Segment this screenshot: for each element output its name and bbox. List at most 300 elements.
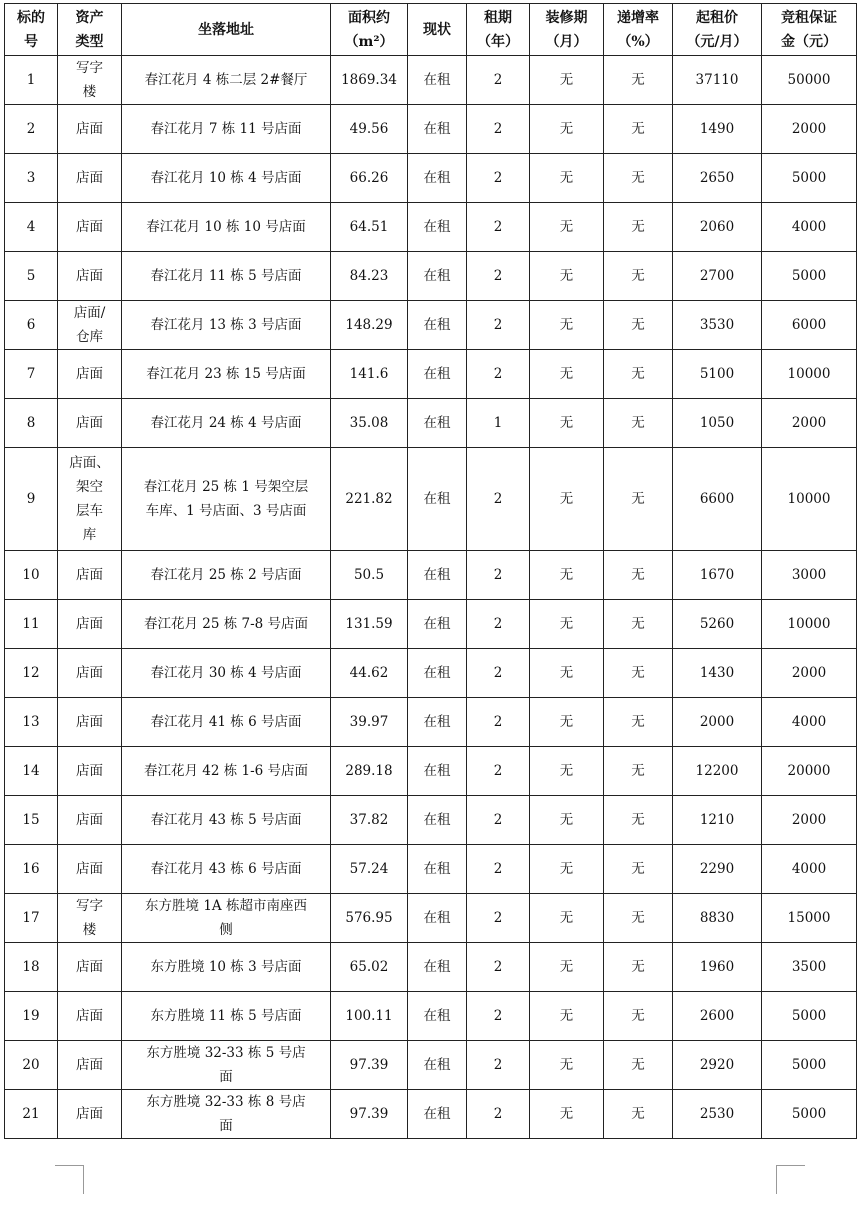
cell-id: 11 [5, 600, 58, 649]
header-address [122, 4, 331, 56]
cell-address [122, 448, 331, 551]
table-row [5, 252, 857, 301]
cell-line: 店面 [76, 366, 103, 382]
cell-line: 店面 [76, 121, 103, 137]
cell-deposit: 2000 [762, 649, 857, 698]
cell-area: 49.56 [331, 105, 408, 154]
table-row [5, 448, 857, 551]
cell-term: 2 [467, 747, 530, 796]
cell-address [122, 943, 331, 992]
cell-decoration: 无 [530, 747, 604, 796]
cell-decoration: 无 [530, 350, 604, 399]
cell-status: 在租 [408, 845, 467, 894]
cell-status: 在租 [408, 399, 467, 448]
cell-address [122, 649, 331, 698]
table-row [5, 747, 857, 796]
cell-increase: 无 [604, 796, 673, 845]
cell-increase: 无 [604, 154, 673, 203]
cell-id: 20 [5, 1041, 58, 1090]
cell-line: 店面 [76, 219, 103, 235]
cell-price: 6600 [673, 448, 762, 551]
cell-term: 2 [467, 796, 530, 845]
cell-decoration: 无 [530, 56, 604, 105]
cell-area: 97.39 [331, 1090, 408, 1139]
cell-type [58, 252, 122, 301]
cell-id: 10 [5, 551, 58, 600]
cell-status: 在租 [408, 252, 467, 301]
cell-line: 层车 [76, 503, 103, 519]
cell-address [122, 203, 331, 252]
cell-deposit: 5000 [762, 252, 857, 301]
cell-id: 9 [5, 448, 58, 551]
cell-id: 1 [5, 56, 58, 105]
cell-price: 2530 [673, 1090, 762, 1139]
cell-line: 面 [219, 1069, 233, 1085]
cell-line: 店面 [76, 959, 103, 975]
cell-area: 57.24 [331, 845, 408, 894]
cell-area: 37.82 [331, 796, 408, 845]
cell-status: 在租 [408, 698, 467, 747]
cell-type [58, 600, 122, 649]
cell-increase: 无 [604, 252, 673, 301]
cell-area: 39.97 [331, 698, 408, 747]
cell-increase: 无 [604, 649, 673, 698]
cell-type [58, 796, 122, 845]
cell-line: 春江花月 10 栋 4 号店面 [150, 170, 302, 186]
cell-increase: 无 [604, 551, 673, 600]
table-row [5, 943, 857, 992]
cell-deposit: 4000 [762, 203, 857, 252]
cell-type [58, 894, 122, 943]
cell-line: 春江花月 13 栋 3 号店面 [150, 317, 302, 333]
cell-deposit: 10000 [762, 600, 857, 649]
table-row [5, 399, 857, 448]
cell-line: 店面 [76, 1057, 103, 1073]
cell-address [122, 747, 331, 796]
header-row [5, 4, 857, 56]
cell-line: 春江花月 42 栋 1-6 号店面 [143, 763, 309, 779]
cell-term: 2 [467, 698, 530, 747]
cell-id: 3 [5, 154, 58, 203]
cell-term: 2 [467, 56, 530, 105]
cell-price: 2600 [673, 992, 762, 1041]
cell-id: 16 [5, 845, 58, 894]
cell-area: 64.51 [331, 203, 408, 252]
cell-address [122, 105, 331, 154]
table-row [5, 154, 857, 203]
cell-address [122, 796, 331, 845]
cell-line: 春江花月 43 栋 6 号店面 [150, 861, 302, 877]
cell-status: 在租 [408, 992, 467, 1041]
cell-address [122, 301, 331, 350]
cell-line: 店面 [76, 1008, 103, 1024]
cell-type [58, 943, 122, 992]
cell-id: 5 [5, 252, 58, 301]
cell-line: 东方胜境 32-33 栋 8 号店 [146, 1094, 306, 1110]
cell-line: 店面 [76, 861, 103, 877]
cell-price: 1050 [673, 399, 762, 448]
cell-id: 8 [5, 399, 58, 448]
cell-type [58, 649, 122, 698]
cell-decoration: 无 [530, 448, 604, 551]
header-price [673, 4, 762, 56]
cell-deposit: 3000 [762, 551, 857, 600]
cell-line: 春江花月 25 栋 1 号架空层 [143, 479, 309, 495]
header-line: （m²） [344, 33, 394, 50]
header-line: 金（元） [781, 33, 837, 50]
cell-deposit: 2000 [762, 796, 857, 845]
table-row [5, 698, 857, 747]
cell-line: 东方胜境 11 栋 5 号店面 [150, 1008, 302, 1024]
cell-increase: 无 [604, 203, 673, 252]
cell-line: 春江花月 7 栋 11 号店面 [150, 121, 302, 137]
table-row [5, 894, 857, 943]
cell-term: 2 [467, 301, 530, 350]
header-line: 标的 [17, 9, 45, 26]
header-line: 面积约 [348, 9, 390, 26]
cell-line: 店面 [76, 763, 103, 779]
cell-area: 1869.34 [331, 56, 408, 105]
cell-price: 3530 [673, 301, 762, 350]
header-line: 现状 [423, 21, 451, 38]
cell-area: 100.11 [331, 992, 408, 1041]
header-line: 类型 [75, 33, 104, 50]
cell-line: 东方胜境 32-33 栋 5 号店 [146, 1045, 306, 1061]
cell-term: 2 [467, 894, 530, 943]
cell-line: 店面 [76, 170, 103, 186]
cell-address [122, 56, 331, 105]
cell-status: 在租 [408, 154, 467, 203]
table-row [5, 1090, 857, 1139]
header-line: 租期 [484, 9, 512, 26]
cell-term: 2 [467, 448, 530, 551]
cell-line: 春江花月 43 栋 5 号店面 [150, 812, 302, 828]
cell-decoration: 无 [530, 1041, 604, 1090]
cell-line: 店面 [76, 567, 103, 583]
header-area [331, 4, 408, 56]
cell-type [58, 105, 122, 154]
cell-line: 楼 [82, 84, 97, 100]
lease-table [4, 3, 857, 1139]
cell-line: 店面 [76, 1106, 103, 1122]
cell-line: 楼 [82, 922, 97, 938]
cell-term: 2 [467, 845, 530, 894]
cell-line: 春江花月 25 栋 7-8 号店面 [143, 616, 309, 632]
header-line: 递增率 [617, 9, 659, 26]
header-line: 竞租保证 [781, 9, 837, 26]
table-row [5, 845, 857, 894]
cell-area: 141.6 [331, 350, 408, 399]
cell-term: 2 [467, 649, 530, 698]
table-row [5, 649, 857, 698]
header-line: 资产 [75, 9, 104, 26]
cell-status: 在租 [408, 551, 467, 600]
cell-area: 221.82 [331, 448, 408, 551]
cell-area: 97.39 [331, 1041, 408, 1090]
cell-term: 1 [467, 399, 530, 448]
table-row [5, 1041, 857, 1090]
table-row [5, 796, 857, 845]
cell-decoration: 无 [530, 551, 604, 600]
cell-line: 店面 [76, 714, 103, 730]
cell-decoration: 无 [530, 894, 604, 943]
cell-status: 在租 [408, 448, 467, 551]
cell-address [122, 154, 331, 203]
table-row [5, 600, 857, 649]
cell-line: 面 [219, 1118, 233, 1134]
cell-price: 1210 [673, 796, 762, 845]
cell-type [58, 992, 122, 1041]
header-line: （月） [545, 33, 588, 50]
cell-type [58, 350, 122, 399]
cell-address [122, 350, 331, 399]
cell-deposit: 5000 [762, 992, 857, 1041]
cell-decoration: 无 [530, 992, 604, 1041]
cell-status: 在租 [408, 301, 467, 350]
cell-increase: 无 [604, 105, 673, 154]
cell-area: 289.18 [331, 747, 408, 796]
cell-term: 2 [467, 350, 530, 399]
cell-line: 店面 [76, 665, 103, 681]
cell-type [58, 1041, 122, 1090]
cell-decoration: 无 [530, 399, 604, 448]
cell-decoration: 无 [530, 154, 604, 203]
cell-term: 2 [467, 1041, 530, 1090]
cell-price: 1430 [673, 649, 762, 698]
cell-address [122, 894, 331, 943]
cell-line: 写字 [76, 898, 103, 914]
cell-increase: 无 [604, 1090, 673, 1139]
header-line: 坐落地址 [198, 21, 254, 38]
cell-decoration: 无 [530, 600, 604, 649]
header-line: 装修期 [545, 9, 588, 26]
table-row [5, 551, 857, 600]
cell-decoration: 无 [530, 943, 604, 992]
cell-deposit: 50000 [762, 56, 857, 105]
cell-price: 5100 [673, 350, 762, 399]
cell-increase: 无 [604, 845, 673, 894]
cell-address [122, 992, 331, 1041]
cell-increase: 无 [604, 894, 673, 943]
cell-line: 春江花月 11 栋 5 号店面 [150, 268, 302, 284]
header-type [58, 4, 122, 56]
cell-area: 35.08 [331, 399, 408, 448]
cell-line: 仓库 [76, 329, 103, 345]
cell-decoration: 无 [530, 1090, 604, 1139]
header-line: （年） [477, 33, 519, 50]
cell-address [122, 252, 331, 301]
cell-increase: 无 [604, 350, 673, 399]
cell-decoration: 无 [530, 301, 604, 350]
header-line: （元/月） [686, 33, 748, 50]
cell-line: 春江花月 41 栋 6 号店面 [150, 714, 302, 730]
cell-type [58, 154, 122, 203]
cell-line: 店面 [76, 268, 103, 284]
cell-price: 2650 [673, 154, 762, 203]
cell-decoration: 无 [530, 252, 604, 301]
page-corner-mark-left [55, 1165, 84, 1194]
cell-type [58, 203, 122, 252]
table-row [5, 301, 857, 350]
header-line: （%） [617, 33, 659, 50]
cell-type [58, 1090, 122, 1139]
cell-address [122, 698, 331, 747]
cell-decoration: 无 [530, 649, 604, 698]
cell-deposit: 20000 [762, 747, 857, 796]
cell-decoration: 无 [530, 845, 604, 894]
header-increase [604, 4, 673, 56]
cell-id: 13 [5, 698, 58, 747]
cell-deposit: 6000 [762, 301, 857, 350]
cell-price: 1490 [673, 105, 762, 154]
cell-price: 2920 [673, 1041, 762, 1090]
cell-type [58, 698, 122, 747]
cell-line: 店面/ [73, 305, 106, 321]
cell-line: 店面 [76, 812, 103, 828]
cell-decoration: 无 [530, 698, 604, 747]
cell-increase: 无 [604, 698, 673, 747]
cell-id: 19 [5, 992, 58, 1041]
cell-deposit: 15000 [762, 894, 857, 943]
header-term [467, 4, 530, 56]
table-row [5, 350, 857, 399]
cell-decoration: 无 [530, 203, 604, 252]
cell-increase: 无 [604, 747, 673, 796]
cell-term: 2 [467, 943, 530, 992]
cell-term: 2 [467, 203, 530, 252]
cell-area: 148.29 [331, 301, 408, 350]
cell-status: 在租 [408, 649, 467, 698]
cell-term: 2 [467, 105, 530, 154]
cell-id: 14 [5, 747, 58, 796]
cell-price: 2000 [673, 698, 762, 747]
cell-increase: 无 [604, 399, 673, 448]
cell-decoration: 无 [530, 796, 604, 845]
cell-type [58, 551, 122, 600]
cell-line: 店面、 [69, 455, 110, 471]
cell-deposit: 2000 [762, 399, 857, 448]
cell-price: 12200 [673, 747, 762, 796]
cell-term: 2 [467, 154, 530, 203]
cell-status: 在租 [408, 1041, 467, 1090]
cell-price: 37110 [673, 56, 762, 105]
cell-status: 在租 [408, 56, 467, 105]
cell-deposit: 5000 [762, 1090, 857, 1139]
cell-price: 8830 [673, 894, 762, 943]
cell-area: 131.59 [331, 600, 408, 649]
cell-area: 66.26 [331, 154, 408, 203]
cell-type [58, 399, 122, 448]
header-decoration [530, 4, 604, 56]
cell-increase: 无 [604, 448, 673, 551]
cell-status: 在租 [408, 894, 467, 943]
cell-area: 84.23 [331, 252, 408, 301]
cell-id: 6 [5, 301, 58, 350]
cell-id: 7 [5, 350, 58, 399]
cell-deposit: 4000 [762, 698, 857, 747]
cell-line: 春江花月 24 栋 4 号店面 [150, 415, 302, 431]
cell-price: 1960 [673, 943, 762, 992]
cell-deposit: 3500 [762, 943, 857, 992]
cell-increase: 无 [604, 56, 673, 105]
cell-deposit: 10000 [762, 350, 857, 399]
cell-area: 576.95 [331, 894, 408, 943]
header-status [408, 4, 467, 56]
cell-price: 2700 [673, 252, 762, 301]
header-deposit [762, 4, 857, 56]
cell-type [58, 747, 122, 796]
header-id [5, 4, 58, 56]
cell-type [58, 301, 122, 350]
cell-id: 4 [5, 203, 58, 252]
cell-increase: 无 [604, 943, 673, 992]
cell-price: 2290 [673, 845, 762, 894]
table-header [5, 4, 857, 56]
cell-id: 12 [5, 649, 58, 698]
cell-deposit: 5000 [762, 1041, 857, 1090]
cell-term: 2 [467, 600, 530, 649]
cell-price: 5260 [673, 600, 762, 649]
cell-area: 50.5 [331, 551, 408, 600]
cell-address [122, 551, 331, 600]
cell-line: 春江花月 30 栋 4 号店面 [150, 665, 302, 681]
cell-id: 15 [5, 796, 58, 845]
table-row [5, 203, 857, 252]
cell-decoration: 无 [530, 105, 604, 154]
cell-status: 在租 [408, 796, 467, 845]
cell-address [122, 600, 331, 649]
cell-deposit: 4000 [762, 845, 857, 894]
cell-status: 在租 [408, 747, 467, 796]
table-row [5, 105, 857, 154]
cell-status: 在租 [408, 943, 467, 992]
cell-deposit: 5000 [762, 154, 857, 203]
cell-id: 17 [5, 894, 58, 943]
table-row [5, 56, 857, 105]
cell-area: 44.62 [331, 649, 408, 698]
cell-status: 在租 [408, 600, 467, 649]
cell-line: 写字 [76, 60, 103, 76]
cell-term: 2 [467, 551, 530, 600]
cell-line: 库 [82, 527, 97, 543]
cell-status: 在租 [408, 350, 467, 399]
cell-address [122, 845, 331, 894]
cell-line: 东方胜境 10 栋 3 号店面 [150, 959, 302, 975]
cell-line: 车库、1 号店面、3 号店面 [145, 503, 307, 519]
cell-type [58, 448, 122, 551]
cell-line: 春江花月 4 栋二层 2#餐厅 [144, 72, 308, 88]
cell-price: 2060 [673, 203, 762, 252]
cell-term: 2 [467, 252, 530, 301]
page-corner-mark-right [776, 1165, 805, 1194]
header-line: 起租价 [696, 9, 738, 26]
cell-line: 春江花月 25 栋 2 号店面 [150, 567, 302, 583]
cell-area: 65.02 [331, 943, 408, 992]
cell-line: 店面 [76, 616, 103, 632]
cell-status: 在租 [408, 105, 467, 154]
cell-deposit: 2000 [762, 105, 857, 154]
cell-status: 在租 [408, 203, 467, 252]
cell-id: 2 [5, 105, 58, 154]
cell-increase: 无 [604, 992, 673, 1041]
cell-line: 店面 [76, 415, 103, 431]
cell-increase: 无 [604, 1041, 673, 1090]
cell-price: 1670 [673, 551, 762, 600]
cell-id: 18 [5, 943, 58, 992]
cell-type [58, 845, 122, 894]
header-line: 号 [24, 33, 38, 50]
cell-id: 21 [5, 1090, 58, 1139]
